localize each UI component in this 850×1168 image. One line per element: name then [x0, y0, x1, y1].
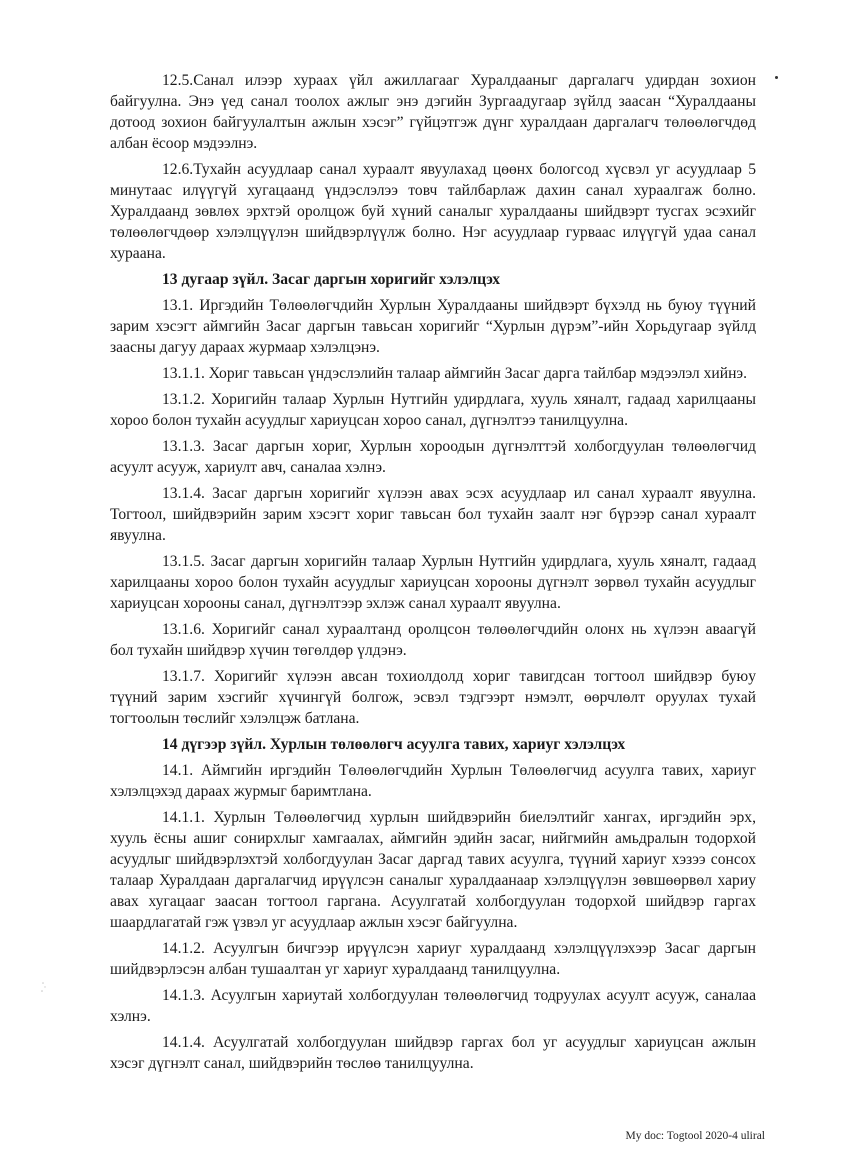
article-13-heading: 13 дугаар зүйл. Засаг даргын хоригийг хэлэлцэх: [162, 271, 501, 288]
paragraph-13-1-6: 13.1.6. Хоригийг санал хураалтанд оролцсон төлөөлөгчдийн олонх нь хүлээн аваагүй бол тухайн шийдвэр хүчин төгөлдөр үлдэнэ.: [110, 621, 756, 659]
page-footer: My doc: Togtool 2020-4 uliral: [625, 1130, 765, 1142]
paragraph-14-1-1: 14.1.1. Хурлын Төлөөлөгчид хурлын шийдвэрийн биелэлтийг хангах, иргэдийн эрх, хууль ёсны ашиг сонирхлыг хамгаалах, аймгийн эдийн засаг, нийгмийн амьдралын тодорхой асуудлыг шийдвэрлэхтэй холбогдуулан Засаг даргад тавих асуулга, түүний хариуг хэзээ сонсох талаар Хуралдаан даргалагчид ирүүлсэн саналыг хуралдаанаар хэлэлцүүлэн зөвшөөрвөл хариу авах хугацааг заасан тогтоол гаргана. Асуулгатай холбогдуулан тодорхой шийдвэр гаргах шаардлагатай гэж үзвэл уг асуудлаар ажлын хэсэг байгуулна.: [110, 809, 756, 931]
paragraph-13-1: 13.1. Иргэдийн Төлөөлөгчдийн Хурлын Хуралдааны шийдвэрт бүхэлд нь буюу түүний зарим хэсэгт аймгийн Засаг даргын тавьсан хоригийг “Хурлын дүрэм”-ийн Хорьдугаар зүйлд заасны дагуу дараах журмаар хэлэлцэнэ.: [110, 297, 756, 356]
paragraph-12-5: 12.5.Санал илээр хураах үйл ажиллагааг Хуралдааныг даргалагч удирдан зохион байгуулна. Энэ үед санал тоолох ажлыг энэ дэгийн Зургаадугаар зүйлд заасан “Хуралдааны дотоод зохион байгуулалтын ажлын хэсэг” гүйцэтгэж дүнг хуралдаан даргалагч төлөөлөгчдөд албан ёсоор мэдээлнэ.: [110, 72, 756, 152]
scan-mark: [40, 980, 48, 994]
paragraph-14-1-3: 14.1.3. Асуулгын хариутай холбогдуулан төлөөлөгчид тодруулах асуулт асууж, саналаа хэлнэ.: [110, 987, 756, 1025]
document-body: [110, 70, 756, 1079]
paragraph-14-1-4: 14.1.4. Асуулгатай холбогдуулан шийдвэр гаргах бол уг асуудлыг хариуцсан ажлын хэсэг дүгнэлт санал, шийдвэрийн төслөө танилцуулна.: [110, 1034, 756, 1072]
paragraph-14-1: 14.1. Аймгийн иргэдийн Төлөөлөгчдийн Хурлын Төлөөлөгчид асуулга тавих, хариуг хэлэлцэхэд дараах журмыг баримтлана.: [110, 762, 756, 800]
scan-speck: [775, 76, 778, 79]
paragraph-13-1-5: 13.1.5. Засаг даргын хоригийн талаар Хурлын Нутгийн удирдлага, хууль хяналт, гадаад харилцааны хороо болон тухайн асуудлыг хариуцсан хорооны дүгнэлт зөрвөл тухайн асуудлыг хариуцсан хорооны санал, дүгнэлтээр эхлэж санал хураалт явуулна.: [110, 553, 756, 612]
paragraph-14-1-2: 14.1.2. Асуулгын бичгээр ирүүлсэн хариуг хуралдаанд хэлэлцүүлэхээр Засаг даргын шийдвэрлэсэн албан тушаалтан уг хариуг хуралдаанд танилцуулна.: [110, 940, 756, 978]
paragraph-12-6: 12.6.Тухайн асуудлаар санал хураалт явуулахад цөөнх бологсод хүсвэл уг асуудлаар 5 минутаас илүүгүй хугацаанд үндэслэлээ товч тайлбарлаж дахин санал хураалгаж болно. Хуралдаанд зөвлөх эрхтэй оролцож буй хүний саналыг хуралдааны шийдвэрт тусгах эсэхийг төлөөлөгчдөөр хэлэлцүүлэн шийдвэрлүүлж болно. Нэг асуудлаар гурваас илүүгүй удаа санал хураана.: [110, 161, 756, 262]
paragraph-13-1-2: 13.1.2. Хоригийн талаар Хурлын Нутгийн удирдлага, хууль хяналт, гадаад харилцааны хороо болон тухайн асуудлыг хариуцсан хороо санал, дүгнэлтээ танилцуулна.: [110, 391, 756, 429]
paragraph-13-1-3: 13.1.3. Засаг даргын хориг, Хурлын хороодын дүгнэлттэй холбогдуулан төлөөлөгчид асуулт асууж, хариулт авч, саналаа хэлнэ.: [110, 438, 756, 476]
paragraph-13-1-4: 13.1.4. Засаг даргын хоригийг хүлээн авах эсэх асуудлаар ил санал хураалт явуулна. Тогтоол, шийдвэрийн зарим хэсэгт хориг тавьсан бол тухайн заалт нэг бүрээр санал хураалт явуулна.: [110, 485, 756, 544]
article-14-heading: 14 дүгээр зүйл. Хурлын төлөөлөгч асуулга тавих, хариуг хэлэлцэх: [162, 736, 626, 753]
paragraph-13-1-1: 13.1.1. Хориг тавьсан үндэслэлийн талаар аймгийн Засаг дарга тайлбар мэдээлэл хийнэ.: [162, 365, 748, 382]
paragraph-13-1-7: 13.1.7. Хоригийг хүлээн авсан тохиолдолд хориг тавигдсан тогтоол шийдвэр буюу түүний зарим хэсгийг хүчингүй болгож, эсвэл тэдгээрт нэмэлт, өөрчлөлт оруулах тухай тогтоолын төслийг хэлэлцэж батлана.: [110, 668, 756, 727]
